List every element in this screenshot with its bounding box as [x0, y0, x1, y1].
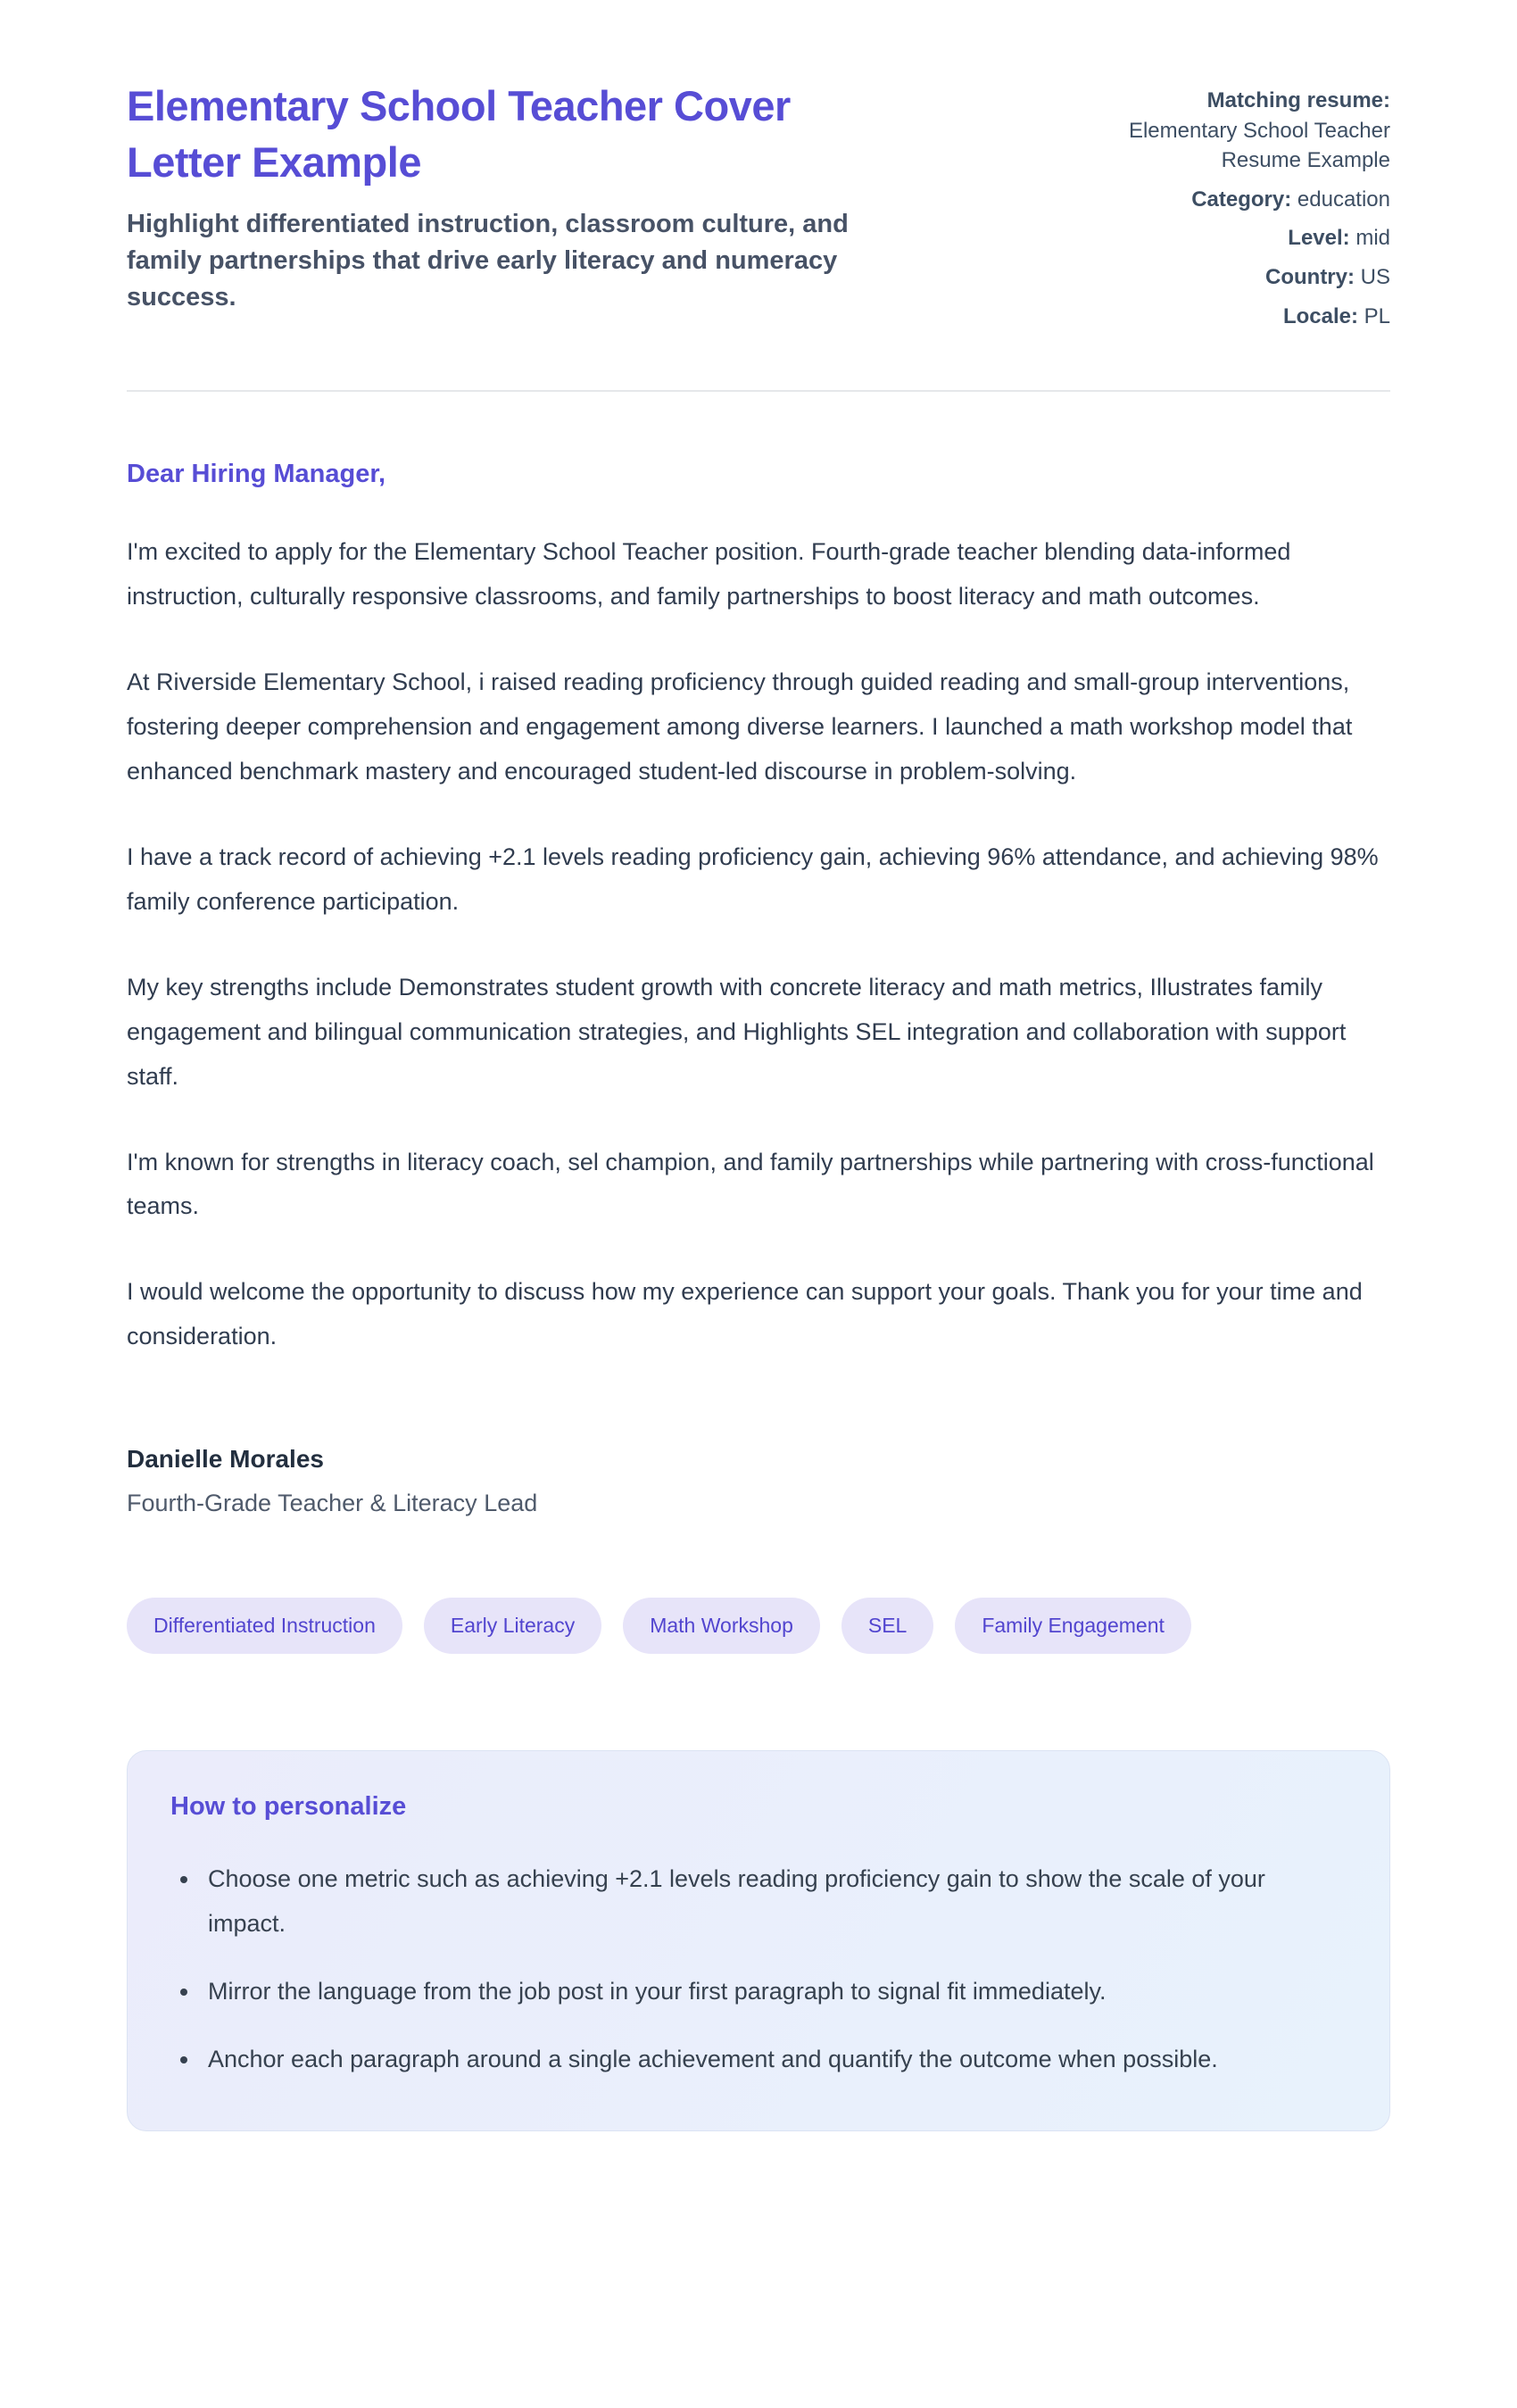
meta-label: Country:	[1265, 264, 1355, 289]
meta-value: PL	[1364, 303, 1390, 328]
personalize-bullet: • Choose one metric such as achieving +2.1 levels reading proficiency gain to show the scale of your impact.	[201, 1857, 1347, 1947]
tag-pill: Differentiated Instruction	[127, 1598, 402, 1654]
personalize-box	[127, 1750, 1390, 2131]
divider	[127, 390, 1390, 392]
personalize-list	[170, 1857, 1347, 2082]
letter-paragraph: I would welcome the opportunity to discuss how my experience can support your goals. Thank you for your time and consideration.	[127, 1278, 1363, 1350]
meta-label: Matching resume:	[1206, 88, 1390, 112]
meta-row	[1121, 223, 1390, 253]
letter-body	[127, 460, 1390, 1517]
header	[127, 79, 1390, 340]
greeting: Dear Hiring Manager,	[127, 460, 386, 489]
tag-pill: SEL	[841, 1598, 933, 1654]
meta-value: US	[1360, 264, 1390, 289]
meta-panel	[1121, 79, 1390, 340]
meta-row	[1121, 262, 1390, 293]
letter-paragraph: I have a track record of achieving +2.1 levels reading proficiency gain, achieving 96% attendance, and achieving 98% family conference participation.	[127, 843, 1379, 915]
letter-paragraph: I'm excited to apply for the Elementary School Teacher position. Fourth-grade teacher blending data-informed instruction, culturally responsive classrooms, and family partnerships to boost literacy and math outcomes.	[127, 538, 1291, 610]
tag-pill: Family Engagement	[955, 1598, 1191, 1654]
tag-list	[127, 1598, 1390, 1654]
page-title: Elementary School Teacher Cover Letter Example	[127, 82, 791, 186]
meta-row	[1121, 185, 1390, 215]
tag-pill: Early Literacy	[424, 1598, 601, 1654]
page-subtitle: Highlight differentiated instruction, classroom culture, and family partnerships that drive early literacy and numeracy success.	[127, 210, 849, 312]
letter-paragraph: At Riverside Elementary School, i raised reading proficiency through guided reading and small-group interventions, fostering deeper comprehension and engagement among diverse learners. I launched a math workshop model that enhanced benchmark mastery and encouraged student-led discourse in problem-solving.	[127, 668, 1353, 785]
signature-name: Danielle Morales	[127, 1445, 324, 1474]
meta-row	[1121, 302, 1390, 332]
meta-label: Locale:	[1282, 303, 1358, 328]
meta-value: Elementary School Teacher Resume Example	[1128, 118, 1390, 173]
letter-paragraphs	[127, 530, 1390, 1359]
cover-letter-page	[127, 0, 1390, 2213]
letter-paragraph: My key strengths include Demonstrates student growth with concrete literacy and math metrics, Illustrates family engagement and bilingual communication strategies, and Highlights SEL integration and collaboration with support staff.	[127, 973, 1347, 1090]
signature-role: Fourth-Grade Teacher & Literacy Lead	[127, 1490, 538, 1517]
personalize-title: How to personalize	[170, 1792, 407, 1822]
meta-value: education	[1297, 187, 1390, 212]
meta-value: mid	[1355, 226, 1390, 251]
meta-label: Level:	[1288, 226, 1350, 251]
letter-paragraph: I'm known for strengths in literacy coach, sel champion, and family partnerships while partnering with cross-functional teams.	[127, 1148, 1374, 1220]
personalize-bullet: • Mirror the language from the job post in your first paragraph to signal fit immediately.	[201, 1970, 1347, 2014]
meta-row	[1121, 86, 1390, 176]
header-titles	[127, 79, 858, 317]
tag-pill: Math Workshop	[623, 1598, 820, 1654]
meta-label: Category:	[1191, 187, 1292, 212]
personalize-bullet: • Anchor each paragraph around a single achievement and quantify the outcome when possible.	[201, 2038, 1347, 2082]
